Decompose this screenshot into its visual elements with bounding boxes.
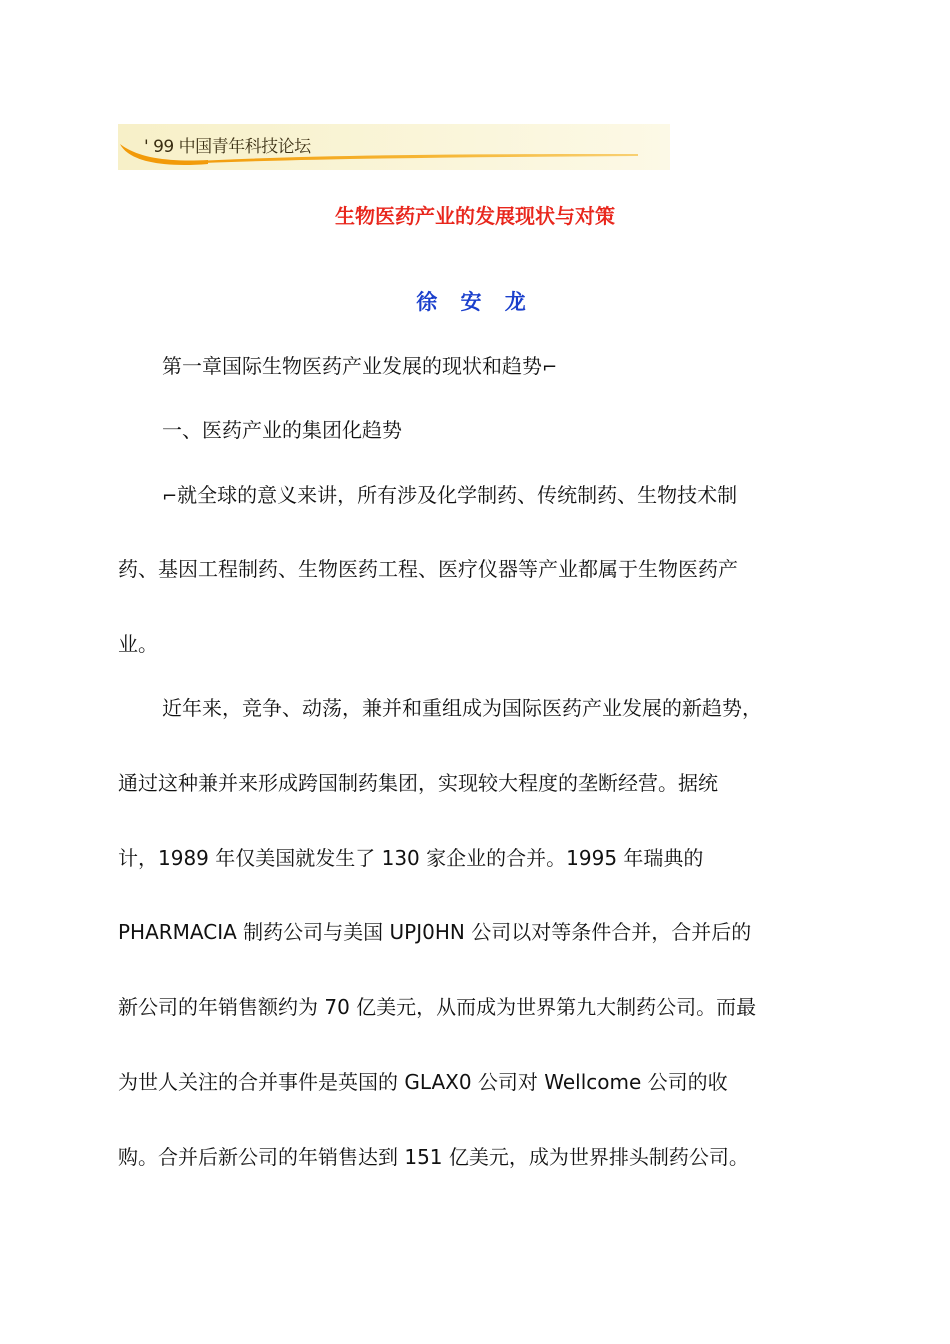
paragraph-2-line-2: 通过这种兼并来形成跨国制药集团，实现较大程度的垄断经营。据统 bbox=[118, 771, 718, 795]
paragraph-2-line-3: 计，1989 年仅美国就发生了 130 家企业的合并。1995 年瑞典的 bbox=[118, 846, 704, 870]
paragraph-mark-icon: ⌐ bbox=[162, 486, 178, 507]
forum-banner bbox=[118, 124, 670, 170]
paragraph-2-line-6: 为世人关注的合并事件是英国的 GLAX0 公司对 Wellcome 公司的收 bbox=[118, 1070, 728, 1094]
chapter-heading-line bbox=[162, 352, 557, 382]
article-title: 生物医药产业的发展现状与对策 bbox=[335, 204, 615, 228]
paragraph-2-line-7: 购。合并后新公司的年销售达到 151 亿美元，成为世界排头制药公司。 bbox=[118, 1145, 749, 1169]
paragraph-1-line-1 bbox=[162, 481, 737, 511]
section-heading: 一、医药产业的集团化趋势 bbox=[162, 418, 402, 442]
article-author: 徐 安 龙 bbox=[416, 290, 534, 314]
paragraph-1-line-1-text: 就全球的意义来讲，所有涉及化学制药、传统制药、生物技术制 bbox=[177, 483, 738, 507]
chapter-heading: 第一章国际生物医药产业发展的现状和趋势 bbox=[162, 354, 542, 378]
banner-title: ' 99 中国青年科技论坛 bbox=[144, 137, 311, 157]
paragraph-2-line-4: PHARMACIA 制药公司与美国 UPJ0HN 公司以对等条件合并，合并后的 bbox=[118, 920, 752, 944]
paragraph-2-line-1: 近年来，竞争、动荡，兼并和重组成为国际医药产业发展的新趋势， bbox=[162, 696, 762, 720]
paragraph-2-line-5: 新公司的年销售额约为 70 亿美元，从而成为世界第九大制药公司。而最 bbox=[118, 995, 757, 1019]
paragraph-1-line-3: 业。 bbox=[118, 632, 158, 656]
paragraph-1-line-2: 药、基因工程制药、生物医药工程、医疗仪器等产业都属于生物医药产 bbox=[118, 557, 738, 581]
paragraph-mark-icon: ⌐ bbox=[542, 357, 558, 378]
